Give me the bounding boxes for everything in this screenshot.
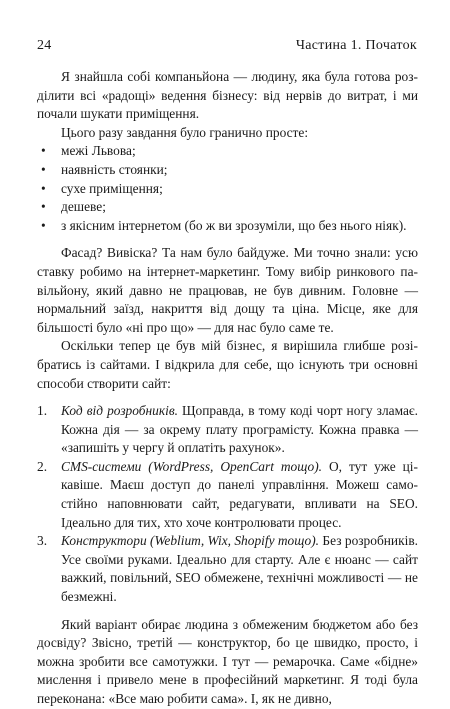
section-gap: [37, 393, 418, 402]
page-number: 24: [37, 38, 52, 53]
running-head: Частина 1. Початок: [295, 38, 417, 53]
page-header: [37, 38, 417, 56]
list-item: • межі Львова;: [37, 142, 418, 161]
item-title: Код від розробників.: [61, 403, 178, 419]
section-gap: [37, 235, 418, 244]
list-item: • дешеве;: [37, 198, 418, 217]
list-item: • з якісним інтернетом (бо ж ви зрозуміли, що без нього ніяк).: [37, 217, 418, 236]
item-title: Конструктори (Weblium, Wix, Shopify тощо).: [61, 533, 320, 549]
paragraph-companion: Я знайшла собі компаньйона — людину, яка була готова розділити всі «радощі» ведення бізнесу: від нервів до витрат, і ми почали шукати приміщення.: [37, 69, 418, 122]
list-item: [37, 402, 418, 458]
item-text: О, тут уже цікавіше. Маєш доступ до панелі управління. Можеш самостійно наповнювати сайт, редагувати, впливати на SEO. Ідеально для тих, хто хоче контролювати процес.: [61, 458, 419, 530]
item-title: CMS-системи (WordPress, OpenCart тощо).: [61, 458, 323, 474]
list-item: [37, 458, 418, 532]
page-body: [37, 68, 418, 709]
list-item: • сухе приміщення;: [37, 180, 418, 199]
list-item: • наявність стоянки;: [37, 161, 418, 180]
item-text: Щоправда, в тому коді чорт ногу зламає. Кожна дія — за окрему плату програмісту. Кожна правка — «запишіть у чергу й оплатіть рахунок».: [61, 403, 418, 456]
paragraph-facade: Фасад? Вивіска? Та нам було байдуже. Ми точно знали: усю ставку робимо на інтернет-маркетинг. Тому вибір ринкового павільйону, який давно не працював, не був дивним. Головне — нормальний заїзд, накриття від дощу та ціна. Місце, яке для більшості було «ні про що» — для нас було саме те.: [37, 245, 418, 335]
paragraph-choice: Який варіант обирає людина з обмеженим бюджетом або без досвіду? Звісно, третій — конструктор, бо це швидко, просто, і можна зробити все самотужки. І тут — ремарочка. Саме «бідне» мислення і привело мене в професійний маркетинг. Я тоді була переконана: «Все маю робити сама». І, як не дивно,: [37, 616, 418, 706]
list-item: [37, 532, 418, 606]
paragraph-websites: Оскільки тепер це був мій бізнес, я вирішила глибше розібратись із сайтами. І відкрила для себе, що існують три основні способи створити сайт:: [37, 338, 418, 391]
item-number: 2.: [37, 458, 48, 474]
paragraph-task: Цього разу завдання було гранично просте:: [61, 124, 309, 140]
methods-list: [37, 402, 418, 607]
item-text: Без розробників. Усе своїми руками. Ідеально для старту. Але є нюанс — сайт важкий, повільний, SEO обмежене, технічні можливості — не безмежні.: [61, 533, 418, 605]
section-gap: [37, 607, 418, 616]
item-number: 1.: [37, 403, 48, 419]
item-number: 3.: [37, 533, 48, 549]
requirements-list: [37, 142, 418, 235]
